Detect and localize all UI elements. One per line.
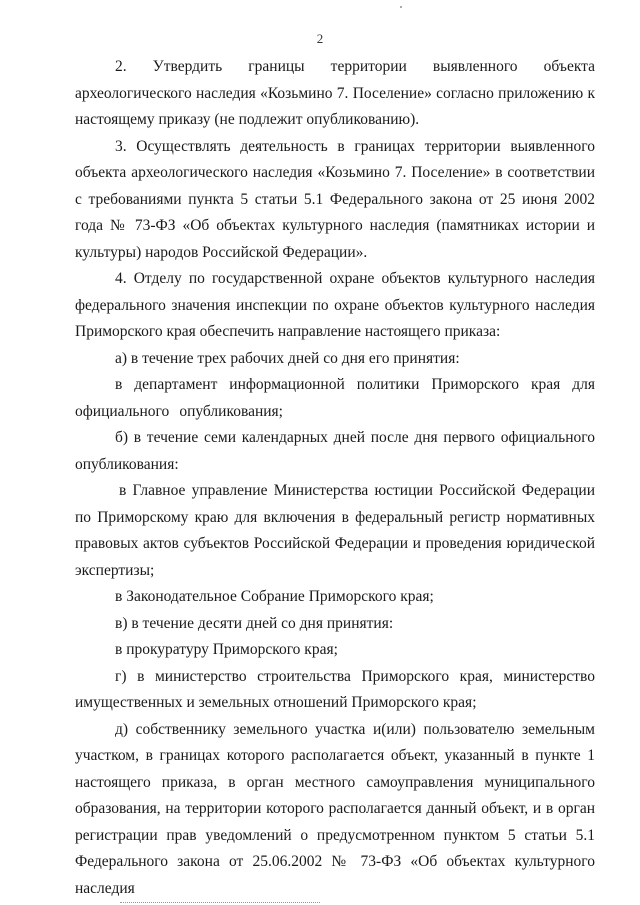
page-number: 2 xyxy=(316,31,324,46)
paragraph-3: 3. Осуществлять деятельность в границах территории выявленного объекта археологического наследия «Козьмино 7. Поселение» в соответствии с требованиями пункта 5 статьи 5.1 Федерального закона от 25 июня 2002 года № 73-ФЗ «Об объектах культурного наследия (памятниках истории и культуры) народов Российской Федерации». xyxy=(75,137,595,261)
paragraph-4b-recipient-ministry: в Главное управление Министерства юстиции Российской Федерации по Приморскому краю для включения в федеральный регистр нормативных правовых актов субъектов Российской Федерации и проведения юридической экспертизы; xyxy=(75,482,595,579)
paragraph-4b: б) в течение семи календарных дней после дня первого официального опубликования: xyxy=(75,429,595,473)
paragraph-2: 2. Утвердить границы территории выявленного объекта археологического наследия «Козьмино 7. Поселение» согласно приложению к настоящему приказу (не подлежит опубликованию). xyxy=(75,58,595,128)
paragraph-4v: в) в течение десяти дней со дня принятия: xyxy=(115,614,394,632)
paragraph-4d: д) собственнику земельного участка и(или) пользователю земельным участком, в границах которого располагается объект, указанный в пункте 1 настоящего приказа, в орган местного самоуправления муниципального образования, на территории которого располагается данный объект, и в орган регистрации прав уведомлений о предусмотренном пунктом 5 статьи 5.1 Федерального закона от 25.06.2002 № 73-ФЗ «Об объектах культурного наследия xyxy=(75,720,595,897)
paragraph-4b-recipient-assembly: в Законодательное Собрание Приморского края; xyxy=(115,588,434,605)
paragraph-4a: а) в течение трех рабочих дней со дня его принятия: xyxy=(115,349,460,367)
scan-speck xyxy=(400,6,402,8)
document-body xyxy=(75,54,595,902)
paragraph-4g: г) в министерство строительства Приморского края, министерство имущественных и земельных отношений Приморского края; xyxy=(75,667,595,711)
paragraph-4: 4. Отделу по государственной охране объектов культурного наследия федерального значения инспекции по охране объектов культурного наследия Приморского края обеспечить направление настоящего приказа: xyxy=(75,270,595,340)
paragraph-4v-recipient: в прокуратуру Приморского края; xyxy=(115,641,338,658)
paragraph-4a-recipient: в департамент информационной политики Приморского края для официального опубликования; xyxy=(75,376,595,420)
scan-edge-line xyxy=(120,901,320,903)
